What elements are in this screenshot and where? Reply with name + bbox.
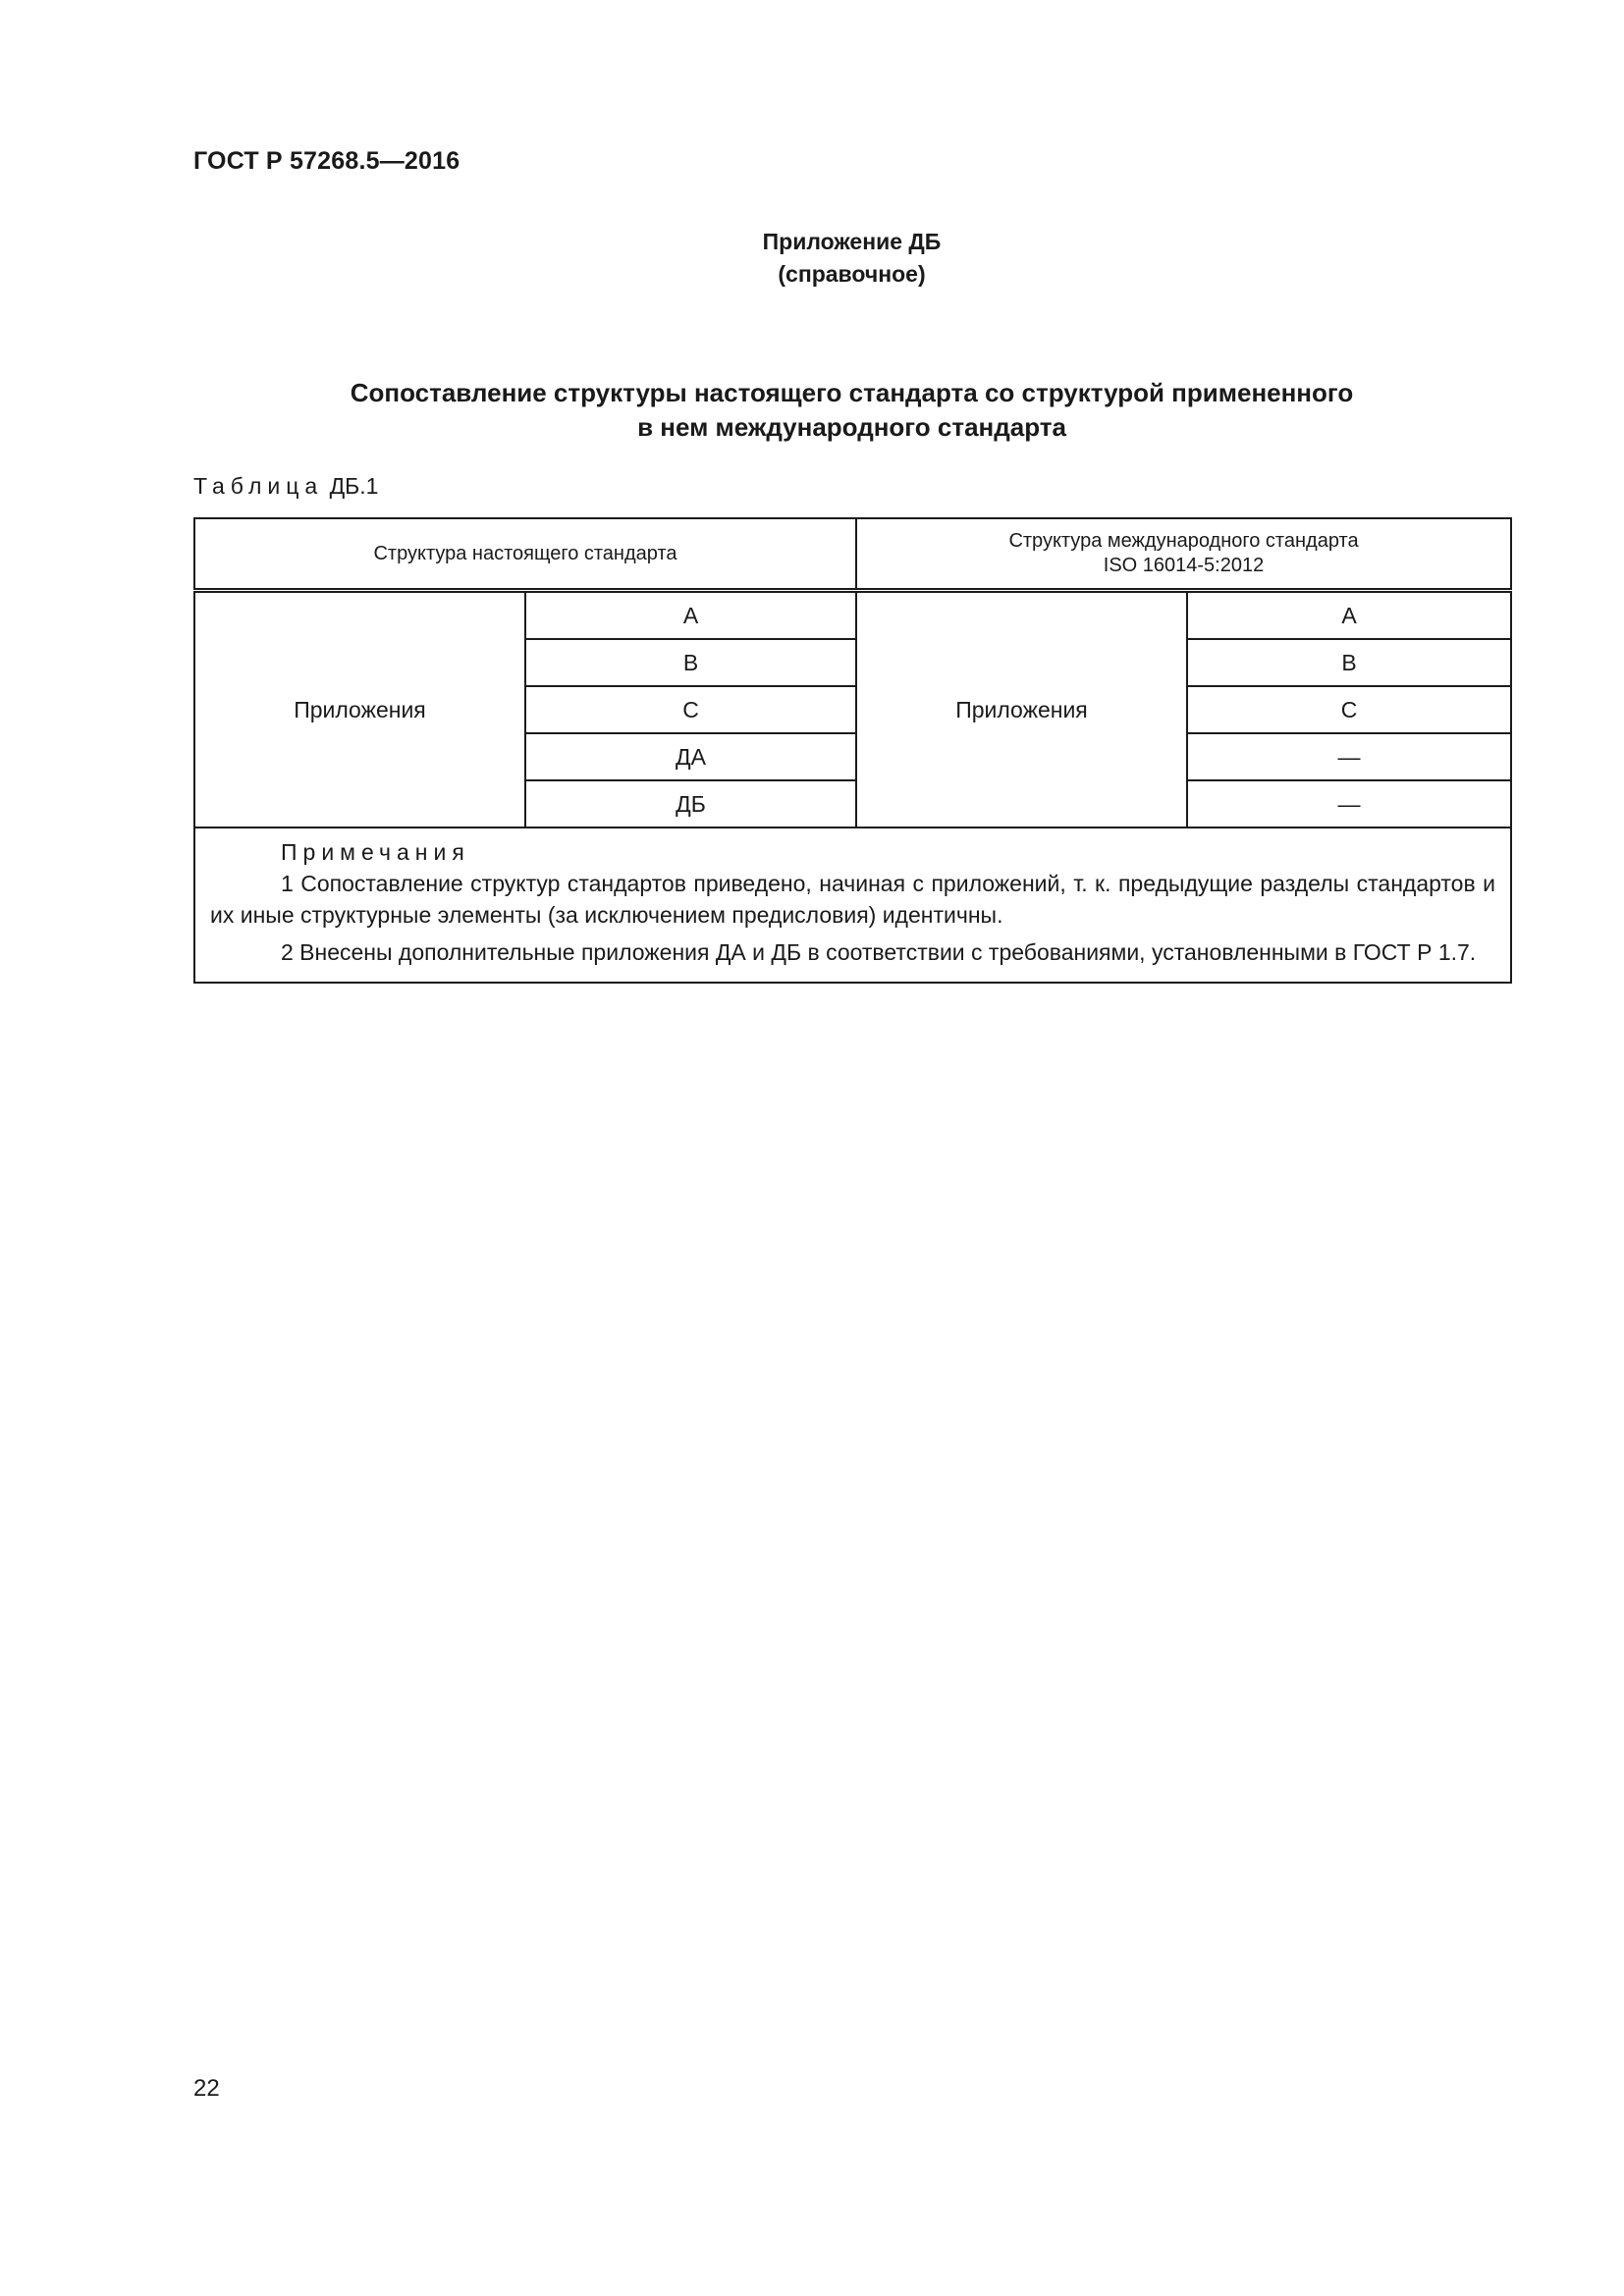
left-appendix-cell: A <box>525 591 856 640</box>
left-group-label: Приложения <box>194 591 525 828</box>
page-number: 22 <box>193 2075 220 2102</box>
left-appendix-cell: ДБ <box>525 780 856 828</box>
appendix-heading <box>193 226 1510 291</box>
notes-cell <box>194 828 1511 983</box>
header-international-line-1: Структура международного стандарта <box>1008 530 1359 552</box>
right-appendix-cell: A <box>1187 591 1511 640</box>
header-international-line-2: ISO 16014-5:2012 <box>1103 555 1265 576</box>
appendix-type: (справочное) <box>778 261 926 287</box>
note-2: 2 Внесены дополнительные приложения ДА и ДБ в соответствии с требованиями, установленными в ГОСТ Р 1.7. <box>281 939 1477 965</box>
notes-row <box>194 828 1511 983</box>
note-1: 1 Сопоставление структур стандартов приведено, начиная с приложений, т. к. предыдущие разделы стандартов и их иные структурные элементы (за исключением предисловия) идентичны. <box>210 871 1495 928</box>
right-appendix-cell: — <box>1187 733 1511 780</box>
structure-comparison-table <box>193 517 1512 984</box>
appendix-title: Приложение ДБ <box>762 229 942 254</box>
table-caption-label: Таблица <box>193 473 324 499</box>
right-group-label: Приложения <box>856 591 1187 828</box>
section-title <box>193 376 1510 445</box>
document-code: ГОСТ Р 57268.5—2016 <box>193 147 460 175</box>
section-title-line-2: в нем международного стандарта <box>637 412 1066 442</box>
right-appendix-cell: B <box>1187 639 1511 686</box>
notes-title: Примечания <box>281 839 470 865</box>
left-appendix-cell: ДА <box>525 733 856 780</box>
table-caption-number: ДБ.1 <box>329 473 379 499</box>
left-appendix-cell: C <box>525 686 856 733</box>
right-appendix-cell: — <box>1187 780 1511 828</box>
section-title-line-1: Сопоставление структуры настоящего стандарта со структурой примененного <box>350 378 1354 407</box>
table-caption <box>193 473 378 500</box>
left-appendix-cell: B <box>525 639 856 686</box>
header-this-standard: Структура настоящего стандарта <box>194 518 856 591</box>
table-header-row <box>194 518 1511 591</box>
table-row <box>194 591 1511 640</box>
header-international-standard <box>856 518 1511 591</box>
right-appendix-cell: C <box>1187 686 1511 733</box>
